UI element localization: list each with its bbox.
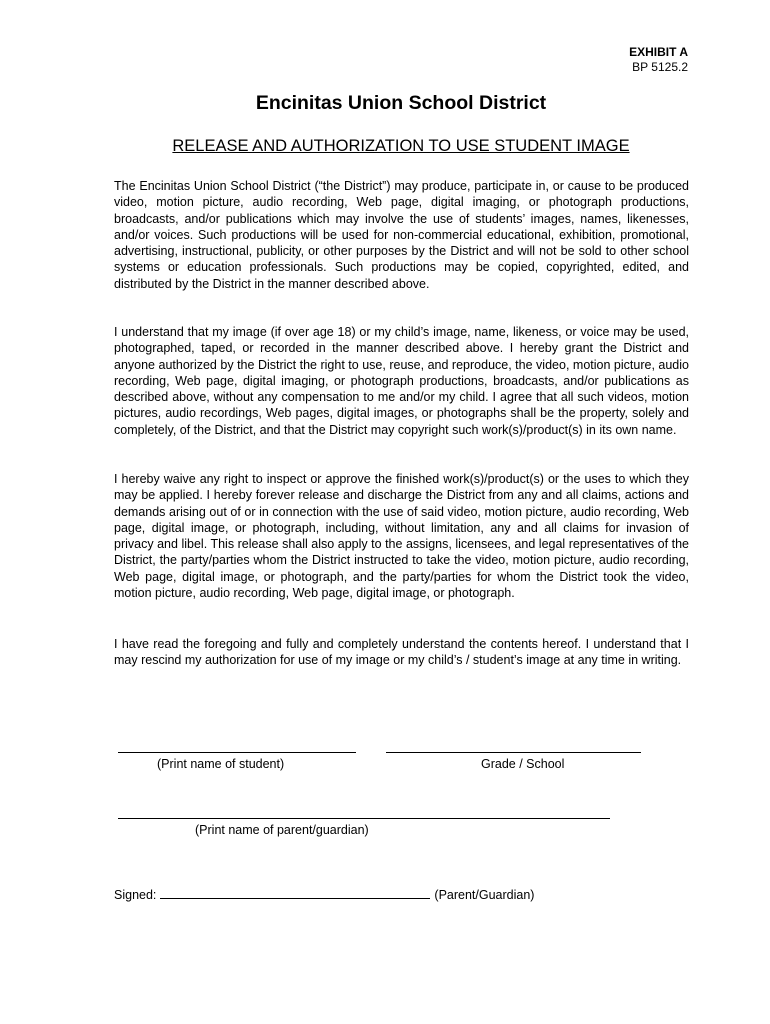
policy-code: BP 5125.2: [632, 60, 688, 74]
exhibit-header: [629, 45, 688, 75]
signed-label: Signed:: [114, 888, 157, 902]
document-subtitle: RELEASE AND AUTHORIZATION TO USE STUDENT IMAGE: [172, 137, 630, 155]
signature-line[interactable]: [160, 886, 430, 899]
signed-role-label: (Parent/Guardian): [434, 888, 535, 902]
parent-name-label: (Print name of parent/guardian): [195, 823, 369, 837]
paragraph-production-notice: The Encinitas Union School District (“the District”) may produce, participate in, or cause to be produced video, motion picture, audio recording, Web page, digital imaging, or photograph productions, broadcasts, and/or publications which may involve the use of students’ images, names, likenesses, and/or voices. Such productions will be used for non-commercial educational, exhibition, promotional, advertising, instructional, publicity, or other purposes by the District and will not be sold to other school systems or education professionals. Such productions may be copied, copyrighted, edited, and distributed by the District in the manner described above.: [114, 179, 689, 291]
grade-school-line[interactable]: [386, 752, 641, 753]
student-name-line[interactable]: [118, 752, 356, 753]
paragraph-waiver-release: I hereby waive any right to inspect or approve the finished work(s)/product(s) or the uses to which they may be applied. I hereby forever release and discharge the District from any and all claims, actions and demands arising out of or in connection with the use of said video, motion picture, audio recording, Web page, digital image, or photograph, including, without limitation, any and all claims for invasion of privacy and libel. This release shall also apply to the assigns, licensees, and legal representatives of the District, the party/parties whom the District instructed to take the video, motion picture, audio recording, Web page, digital image, or photograph, and the party/parties for whom the District took the video, motion picture, audio recording, Web page, digital image, or photograph.: [114, 472, 689, 601]
document-title: Encinitas Union School District: [255, 92, 547, 114]
paragraph-grant-of-rights: I understand that my image (if over age 18) or my child’s image, name, likeness, or voice may be used, photographed, taped, or recorded in the manner described above. I hereby grant the District and anyone authorized by the District the right to use, reuse, and reproduce, the video, motion picture, audio recording, Web page, digital imaging, or photograph productions, broadcasts, and/or publications as described above, without any compensation to me and/or my child. I agree that all such videos, motion pictures, audio recordings, Web pages, digital images, or photographs shall be the property, solely and completely, of the District, and that the District may copyright such work(s)/product(s) in its own name.: [114, 325, 689, 437]
student-name-label: (Print name of student): [157, 757, 285, 771]
exhibit-label: EXHIBIT A: [629, 45, 688, 59]
signature-row: [114, 886, 534, 903]
paragraph-acknowledgement: I have read the foregoing and fully and completely understand the contents hereof. I understand that I may rescind my authorization for use of my image or my child’s / student’s image at any time in writing.: [114, 637, 689, 668]
parent-name-line[interactable]: [118, 818, 610, 819]
grade-school-label: Grade / School: [481, 757, 565, 771]
